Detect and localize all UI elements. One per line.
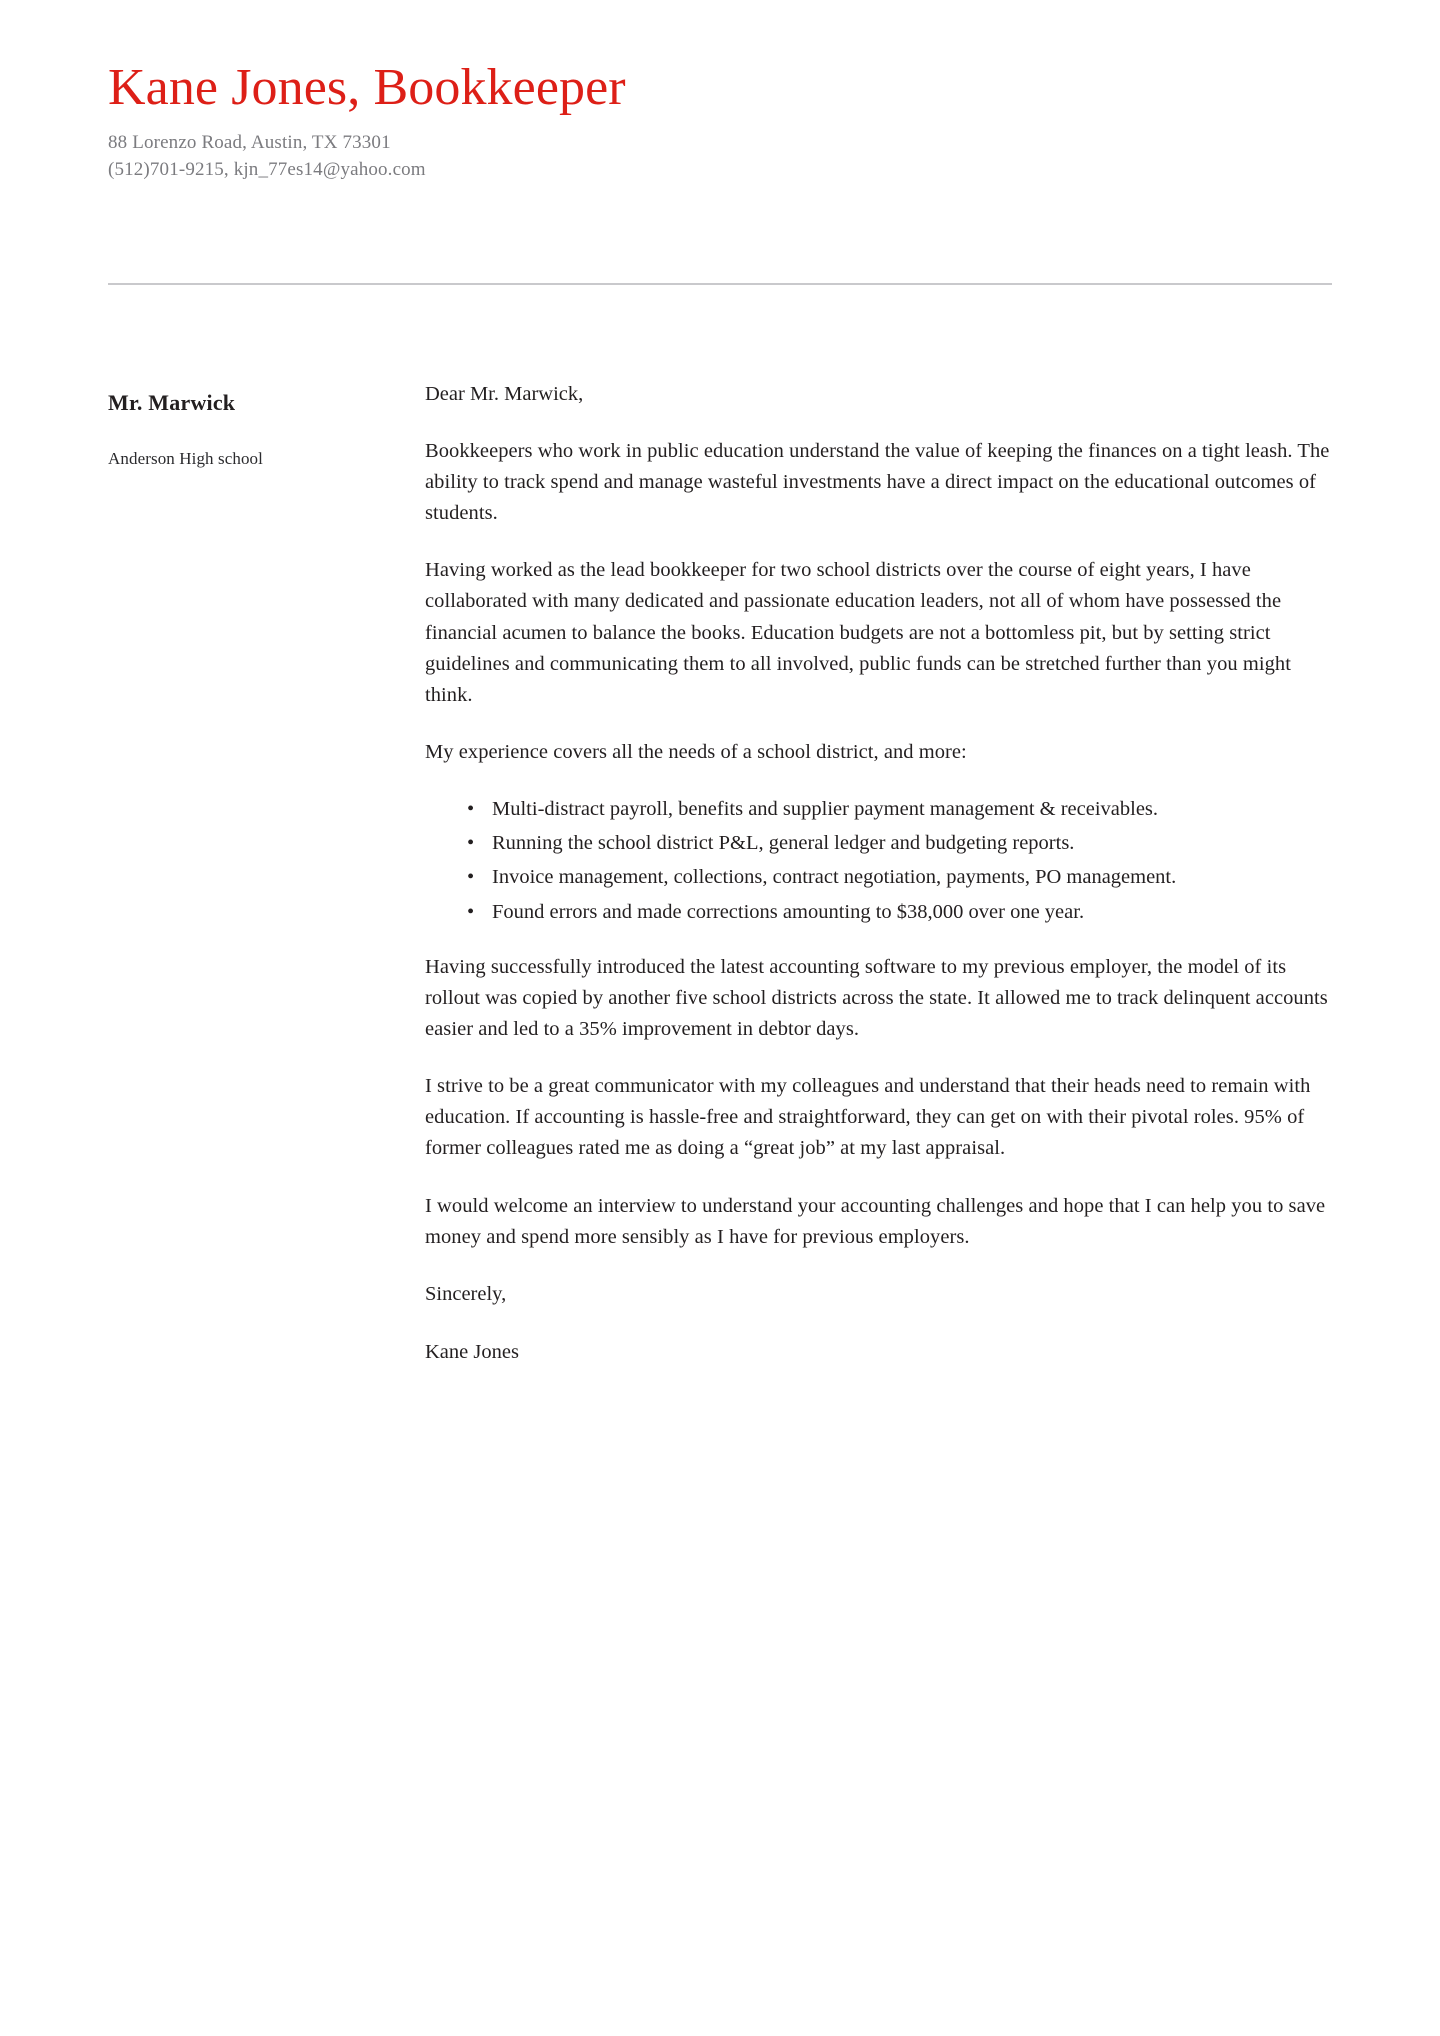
letterhead: [108, 60, 1332, 183]
list-item: [467, 828, 1334, 858]
signoff: Sincerely,: [425, 1282, 507, 1305]
list-item: [467, 862, 1334, 892]
bullet-icon: •: [467, 866, 475, 889]
recipient-name: Mr. Marwick: [108, 390, 236, 415]
list-item-label: Found errors and made corrections amounting to $38,000 over one year.: [492, 900, 1085, 923]
paragraph-1: Bookkeepers who work in public education understand the value of keeping the finances on a tight leash. The ability to track spend and manage wasteful investments have a direct impact on the educational outcomes of students.: [425, 439, 1330, 525]
signature-name: Kane Jones: [425, 1340, 519, 1363]
salutation: Dear Mr. Marwick,: [425, 383, 584, 405]
qualifications-list: [425, 794, 1334, 927]
list-item-label: Running the school district P&L, general ledger and budgeting reports.: [492, 832, 1075, 855]
paragraph-5: I strive to be a great communicator with my colleagues and understand that their heads need to remain with education. If accounting is hassle-free and straightforward, they can get on with their pivotal roles. 95% of former colleagues rated me as doing a “great job” at my last appraisal.: [425, 1075, 1311, 1160]
list-item: [467, 794, 1334, 824]
list-item: [467, 897, 1334, 927]
bullet-icon: •: [467, 832, 475, 855]
list-item-label: Multi-distract payroll, benefits and supplier payment management & receivables.: [492, 798, 1159, 821]
bullet-icon: •: [467, 798, 475, 821]
list-item-label: Invoice management, collections, contract negotiation, payments, PO management.: [492, 866, 1177, 889]
letter-body: [108, 380, 1334, 1367]
header-divider: [108, 283, 1332, 285]
recipient-block: [108, 380, 418, 471]
paragraph-4: Having successfully introduced the latest accounting software to my previous employer, the model of its rollout was copied by another five school districts across the state. It allowed me to track delinquent accounts easier and led to a 35% improvement in debtor days.: [425, 955, 1328, 1040]
contact-phone-email: (512)701-9215, kjn_77es14@yahoo.com: [108, 158, 426, 180]
paragraph-6: I would welcome an interview to understand your accounting challenges and hope that I can help you to save money and spend more sensibly as I have for previous employers.: [425, 1194, 1326, 1248]
recipient-organization: Anderson High school: [108, 448, 263, 468]
contact-address: 88 Lorenzo Road, Austin, TX 73301: [108, 132, 391, 154]
page-title: Kane Jones, Bookkeeper: [108, 59, 626, 116]
paragraph-3: My experience covers all the needs of a school district, and more:: [425, 740, 967, 763]
paragraph-2: Having worked as the lead bookkeeper for two school districts over the course of eight years, I have collaborated with many dedicated and passionate education leaders, not all of whom have possessed the financial acumen to balance the books. Education budgets are not a bottomless pit, but by setting strict guidelines and communicating them to all involved, public funds can be stretched further than you might think.: [425, 559, 1291, 706]
letter-content: [418, 380, 1334, 1367]
bullet-icon: •: [467, 900, 475, 923]
